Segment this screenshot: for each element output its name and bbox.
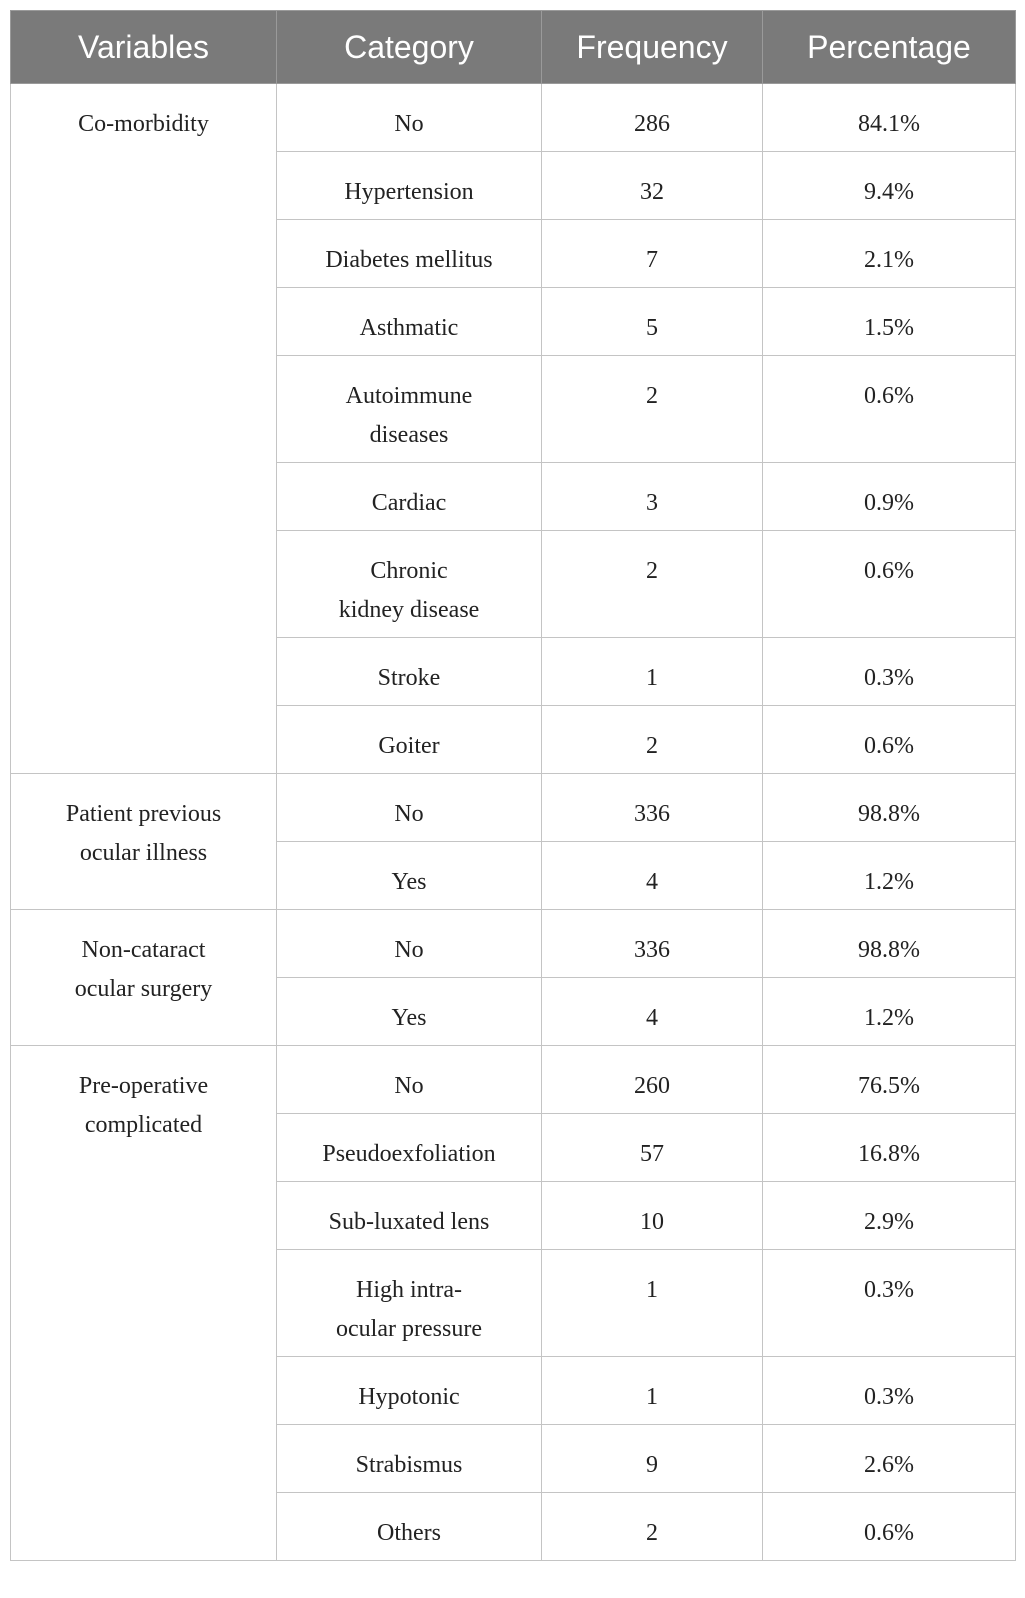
table-body <box>11 84 1016 1561</box>
percentage-cell: 76.5% <box>763 1046 1016 1114</box>
category-cell: Goiter <box>277 706 542 774</box>
category-cell: No <box>277 1046 542 1114</box>
frequency-cell: 1 <box>542 1357 763 1425</box>
variable-cell: Non-cataract ocular surgery <box>11 910 277 1046</box>
header-category: Category <box>277 11 542 84</box>
percentage-cell: 0.6% <box>763 706 1016 774</box>
percentage-cell: 1.2% <box>763 842 1016 910</box>
frequency-cell: 1 <box>542 638 763 706</box>
percentage-cell: 2.9% <box>763 1182 1016 1250</box>
percentage-cell: 84.1% <box>763 84 1016 152</box>
header-percentage: Percentage <box>763 11 1016 84</box>
category-cell: Strabismus <box>277 1425 542 1493</box>
category-cell: Yes <box>277 978 542 1046</box>
frequency-cell: 2 <box>542 706 763 774</box>
category-cell: High intra- ocular pressure <box>277 1250 542 1357</box>
category-cell: No <box>277 84 542 152</box>
frequency-cell: 2 <box>542 531 763 638</box>
category-cell: Diabetes mellitus <box>277 220 542 288</box>
frequency-cell: 2 <box>542 356 763 463</box>
header-frequency: Frequency <box>542 11 763 84</box>
percentage-cell: 0.9% <box>763 463 1016 531</box>
category-cell: No <box>277 910 542 978</box>
variable-cell: Pre-operative complicated <box>11 1046 277 1561</box>
frequency-cell: 32 <box>542 152 763 220</box>
frequency-cell: 4 <box>542 978 763 1046</box>
frequency-cell: 10 <box>542 1182 763 1250</box>
frequency-cell: 336 <box>542 774 763 842</box>
frequency-cell: 4 <box>542 842 763 910</box>
frequency-cell: 57 <box>542 1114 763 1182</box>
category-cell: Others <box>277 1493 542 1561</box>
table-row <box>11 84 1016 152</box>
frequency-cell: 336 <box>542 910 763 978</box>
category-cell: Autoimmune diseases <box>277 356 542 463</box>
frequency-cell: 1 <box>542 1250 763 1357</box>
percentage-cell: 0.3% <box>763 1250 1016 1357</box>
variable-cell: Patient previous ocular illness <box>11 774 277 910</box>
category-cell: Asthmatic <box>277 288 542 356</box>
percentage-cell: 1.5% <box>763 288 1016 356</box>
frequency-cell: 9 <box>542 1425 763 1493</box>
frequency-cell: 5 <box>542 288 763 356</box>
frequency-cell: 2 <box>542 1493 763 1561</box>
variable-cell: Co-morbidity <box>11 84 277 774</box>
category-cell: Yes <box>277 842 542 910</box>
category-cell: Hypotonic <box>277 1357 542 1425</box>
data-table <box>10 10 1016 1561</box>
percentage-cell: 16.8% <box>763 1114 1016 1182</box>
table-header <box>11 11 1016 84</box>
category-cell: No <box>277 774 542 842</box>
percentage-cell: 1.2% <box>763 978 1016 1046</box>
percentage-cell: 0.3% <box>763 1357 1016 1425</box>
percentage-cell: 98.8% <box>763 774 1016 842</box>
frequency-cell: 286 <box>542 84 763 152</box>
category-cell: Stroke <box>277 638 542 706</box>
percentage-cell: 0.6% <box>763 531 1016 638</box>
percentage-cell: 0.3% <box>763 638 1016 706</box>
header-row <box>11 11 1016 84</box>
table-row <box>11 910 1016 978</box>
percentage-cell: 0.6% <box>763 356 1016 463</box>
category-cell: Hypertension <box>277 152 542 220</box>
category-cell: Pseudoexfoliation <box>277 1114 542 1182</box>
percentage-cell: 98.8% <box>763 910 1016 978</box>
category-cell: Chronic kidney disease <box>277 531 542 638</box>
header-variables: Variables <box>11 11 277 84</box>
frequency-cell: 260 <box>542 1046 763 1114</box>
table-row <box>11 774 1016 842</box>
frequency-cell: 3 <box>542 463 763 531</box>
frequency-cell: 7 <box>542 220 763 288</box>
percentage-cell: 0.6% <box>763 1493 1016 1561</box>
percentage-cell: 9.4% <box>763 152 1016 220</box>
table-row <box>11 1046 1016 1114</box>
percentage-cell: 2.1% <box>763 220 1016 288</box>
percentage-cell: 2.6% <box>763 1425 1016 1493</box>
category-cell: Cardiac <box>277 463 542 531</box>
category-cell: Sub-luxated lens <box>277 1182 542 1250</box>
